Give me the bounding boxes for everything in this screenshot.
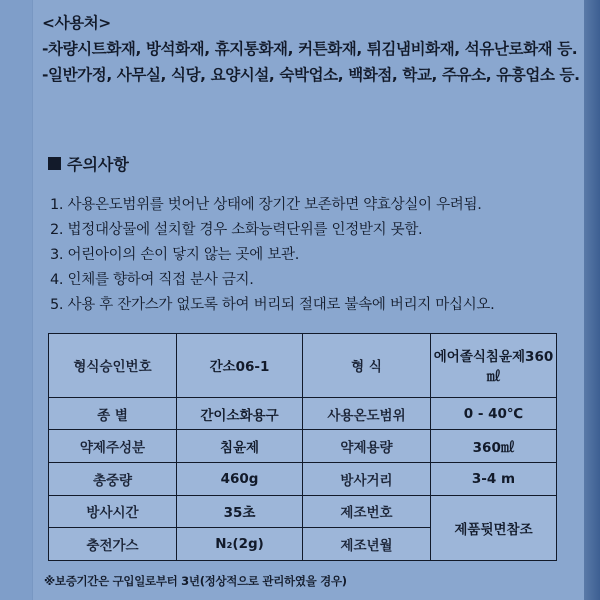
temp-value: 0 - 40℃ (431, 397, 557, 430)
approval-label: 형식승인번호 (49, 334, 177, 398)
box-edge (584, 0, 600, 600)
usage-section (42, 10, 580, 88)
gas-value: N₂(2g) (177, 528, 303, 561)
temp-label: 사용온도범위 (303, 397, 431, 430)
type-label: 형 식 (303, 334, 431, 398)
cautions-list (50, 193, 494, 318)
cautions-title (48, 152, 129, 175)
caution-item-5: 5. 사용 후 잔가스가 없도록 하여 버리되 절대로 불속에 버리지 마십시오. (50, 297, 495, 313)
table-row (49, 397, 557, 430)
type-value: 에어졸식침윤제360㎖ (431, 334, 557, 398)
time-label: 방사시간 (49, 495, 177, 528)
table-row (49, 430, 557, 463)
serial-date-value: 제품뒷면참조 (431, 495, 557, 560)
table-row (49, 463, 557, 496)
agent-value: 침윤제 (177, 430, 303, 463)
gas-label: 충전가스 (49, 528, 177, 561)
volume-value: 360㎖ (431, 430, 557, 463)
usage-line-1: -차량시트화재, 방석화재, 휴지통화재, 커튼화재, 튀김냄비화재, 석유난로화재 등. (42, 40, 578, 58)
approval-value: 간소06-1 (177, 334, 303, 398)
cautions-title-text: 주의사항 (67, 155, 129, 174)
time-value: 35초 (177, 495, 303, 528)
usage-heading: <사용처> (42, 14, 111, 32)
warranty-note: ※보증기간은 구입일로부터 3년(정상적으로 관리하였을 경우) (44, 574, 347, 588)
caution-item-3: 3. 어린아이의 손이 닿지 않는 곳에 보관. (50, 247, 300, 263)
serial-label: 제조번호 (303, 495, 431, 528)
caution-item-4: 4. 인체를 향하여 직접 분사 금지. (50, 272, 254, 288)
distance-label: 방사거리 (303, 463, 431, 496)
square-bullet-icon (48, 157, 61, 170)
kind-value: 간이소화용구 (177, 397, 303, 430)
caution-item-2: 2. 법정대상물에 설치할 경우 소화능력단위를 인정받지 못함. (50, 222, 423, 238)
weight-label: 총중량 (49, 463, 177, 496)
spec-table (48, 333, 557, 561)
volume-label: 약제용량 (303, 430, 431, 463)
kind-label: 종 별 (49, 397, 177, 430)
table-row (49, 334, 557, 398)
table-row (49, 495, 557, 528)
caution-item-1: 1. 사용온도범위를 벗어난 상태에 장기간 보존하면 약효상실이 우려됨. (50, 197, 482, 213)
usage-line-2: -일반가정, 사무실, 식당, 요양시설, 숙박업소, 백화점, 학교, 주유소, 유흥업소 등. (42, 66, 580, 84)
date-label: 제조년월 (303, 528, 431, 561)
distance-value: 3-4 m (431, 463, 557, 496)
weight-value: 460g (177, 463, 303, 496)
agent-label: 약제주성분 (49, 430, 177, 463)
